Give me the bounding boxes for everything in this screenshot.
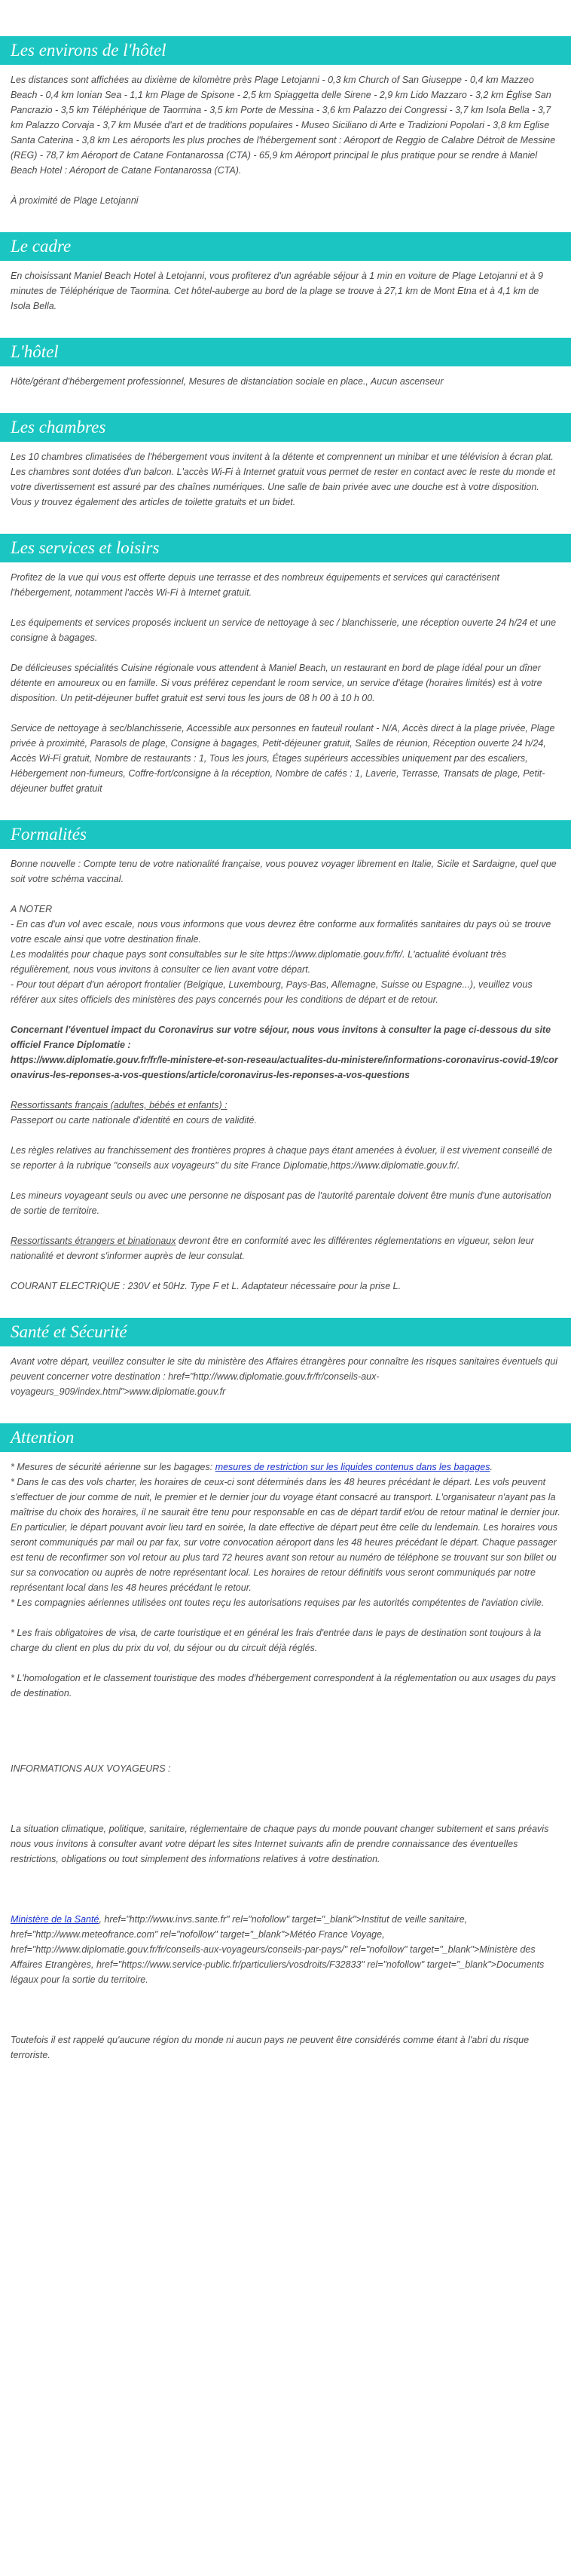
formalites-covid-link[interactable]: https://www.diplomatie.gouv.fr/fr/le-ministere-et-son-reseau/actualites-du-ministere/informations-coronavirus-covid-19/coronavirus-les-reponses-a-vos-questions/article/coronavirus-les-reponses-a-vos-questions bbox=[11, 1055, 558, 1080]
section-title-sante: Santé et Sécurité bbox=[0, 1318, 571, 1346]
sante-text: Avant votre départ, veuillez consulter le site du ministère des Affaires étrangères pour connaître les risques sanitaires éventuels qui peuvent concerner votre destination : href="http://www.diplomatie.gouv.fr/fr/conseils-aux-voyageurs_909/index.html">www.diplomatie.gouv.fr bbox=[11, 1356, 558, 1397]
formalites-french-title: Ressortissants français (adultes, bébés et enfants) : bbox=[11, 1100, 227, 1110]
section-title-environs: Les environs de l'hôtel bbox=[0, 36, 571, 65]
formalites-note-title: A NOTER bbox=[11, 904, 53, 914]
attention-terrorism: Toutefois il est rappelé qu'aucune région du monde ni aucun pays ne peuvent être considérés comme étant à l'abri du risque terroriste. bbox=[11, 2035, 530, 2060]
attention-hours: * Dans le cas des vols charter, les horaires de ceux-ci sont déterminés dans les 48 heures précédant le départ. Les vols peuvent s'effectuer de jour comme de nuit, le premier et le dernier jour du voyage étant consacré au transport. L'organisateur n'ayant pas la maîtrise du choix des horaires, il ne saurait être tenu pour responsable en cas de départ tardif et/ou de retour matinal le dernier jour. En particulier, le départ pouvant avoir lieu tard en soirée, la date effective de départ peut être celle du lendemain. Les horaires vous seront communiqués par mail ou par fax, sur votre convocation aéroport dans les 48 heures précédant le départ. Chaque passager est tenu de reconfirmer son vol retour au plus tard 72 heures avant son retour au numéro de téléphone se trouvant sur son billet ou sur sa convocation ou auprès de notre représentant local. Les horaires de retour définitifs vous seront communiqués par notre représentant local dans les 48 heures précédant le retour. bbox=[11, 1477, 560, 1593]
section-environs bbox=[0, 36, 571, 208]
formalites-note-1: - En cas d'un vol avec escale, nous vous informons que vous devrez être conforme aux formalités sanitaires du pays où se trouve votre escale ainsi que votre destination finale. bbox=[11, 919, 551, 945]
attention-security: * Mesures de sécurité aérienne sur les bagages: mesures de restriction sur les liquides contenus dans les bagages. bbox=[11, 1462, 493, 1472]
formalites-current: COURANT ELECTRIQUE : 230V et 50Hz. Type F et L. Adaptateur nécessaire pour la prise L. bbox=[11, 1281, 402, 1291]
section-sante bbox=[0, 1318, 571, 1399]
attention-fees: * Les frais obligatoires de visa, de carte touristique et en général les frais d'entrée dans le pays de destination sont toujours à la charge du client en plus du prix du vol, du séjour ou du circuit déjà réglés. bbox=[11, 1628, 542, 1653]
formalites-note-3: - Pour tout départ d'un aéroport frontalier (Belgique, Luxembourg, Pays-Bas, Allemagne, Suisse ou Espagne...), veuillez vous référer aux sites officiels des ministères des pays concernés pour les conditions de départ et de retour. bbox=[11, 979, 533, 1005]
section-cadre bbox=[0, 232, 571, 314]
section-title-cadre: Le cadre bbox=[0, 232, 571, 261]
ministry-health-link[interactable]: Ministère de la Santé bbox=[11, 1914, 99, 1925]
formalites-intro: Bonne nouvelle : Compte tenu de votre nationalité française, vous pouvez voyager librement en Italie, Sicile et Sardaigne, quel que soit votre schéma vaccinal. bbox=[11, 859, 557, 884]
formalites-note-2: Les modalités pour chaque pays sont consultables sur le site https://www.diplomatie.gouv.fr/fr/. L'actualité évoluant très régulièrement, nous vous invitons à consulter ce lien avant votre départ. bbox=[11, 949, 507, 975]
hotel-text: Hôte/gérant d'hébergement professionnel, Mesures de distanciation sociale en place., Aucun ascenseur bbox=[11, 376, 444, 387]
section-title-hotel: L'hôtel bbox=[0, 338, 571, 366]
attention-companies: * Les compagnies aériennes utilisées ont toutes reçu les autorisations requises par les autorités compétentes de l'aviation civile. bbox=[11, 1597, 545, 1608]
attention-situation: La situation climatique, politique, sanitaire, réglementaire de chaque pays du monde pouvant changer subitement et sans préavis nous vous invitons à consulter avant votre départ les sites Internet suivants afin de prendre connaissance des éventuelles restrictions, obligations ou tout simplement des informations relatives à votre destination. bbox=[11, 1824, 549, 1864]
attention-homologation: * L'homologation et le classement touristique des modes d'hébergement correspondent à la réglementation ou aux usages du pays de destination. bbox=[11, 1673, 556, 1698]
services-list: Service de nettoyage à sec/blanchisserie, Accessible aux personnes en fauteuil roulant - N/A, Accès direct à la plage privée, Plage privée à proximité, Parasols de plage, Consigne à bagages, Petit-déjeuner gratuit, Salles de réunion, Réception ouverte 24 h/24, Accès Wi-Fi gratuit, Nombre de restaurants : 1, Tous les jours, Étages supérieurs accessibles uniquement par des escaliers, Hébergement non-fumeurs, Coffre-fort/consigne à la réception, Nombre de cafés : 1, Laverie, Terrasse, Transats de plage, Petit-déjeuner buffet gratuit bbox=[11, 723, 555, 794]
environs-text: Les distances sont affichées au dixième de kilomètre près Plage Letojanni - 0,3 km Church of San Giuseppe - 0,4 km Mazzeo Beach - 0,4 km Ionian Sea - 1,1 km Plage de Spisone - 2,5 km Spiaggetta delle Sirene - 2,9 km Lido Mazzaro - 3,2 km Église San Pancrazio - 3,5 km Téléphérique de Taormina - 3,5 km Porte de Messina - 3,6 km Palazzo dei Congressi - 3,7 km Isola Bella - 3,7 km Palazzo Corvaja - 3,7 km Musée d'art et de traditions populaires - Museo Siciliano di Arte e Tradizioni Popolari - 3,8 km Eglise Santa Caterina - 3,8 km Les aéroports les plus proches de l'hébergement sont : Aéroport de Reggio de Calabre Détroit de Messine (REG) - 78,7 km Aéroport de Catane Fontanarossa (CTA) - 65,9 km Aéroport principal le plus pratique pour se rendre à Maniel Beach Hotel : Aéroport de Catane Fontanarossa (CTA). bbox=[11, 75, 556, 176]
section-title-chambres: Les chambres bbox=[0, 413, 571, 442]
formalites-minors: Les mineurs voyageant seuls ou avec une personne ne disposant pas de l'autorité parentale doivent être munis d'une autorisation de sortie de territoire. bbox=[11, 1190, 551, 1216]
formalites-rules: Les règles relatives au franchissement des frontières propres à chaque pays étant amenées à évoluer, il est vivement conseillé de se reporter à la rubrique "conseils aux voyageurs" du site France Diplomatie,https://www.diplomatie.gouv.fr/. bbox=[11, 1145, 553, 1171]
section-title-attention: Attention bbox=[0, 1423, 571, 1452]
section-attention bbox=[0, 1423, 571, 2063]
chambres-text: Les 10 chambres climatisées de l'hébergement vous invitent à la détente et comprennent un minibar et une télévision à écran plat. Les chambres sont dotées d'un balcon. L'accès Wi-Fi à Internet gratuit vous permet de rester en contact avec le reste du monde et votre divertissement est assuré par des chaînes numériques. Une salle de bain privée avec une douche est à votre disposition. Vous y trouvez également des articles de toilette gratuits et un bidet. bbox=[11, 452, 556, 507]
services-restaurant: De délicieuses spécialités Cuisine régionale vous attendent à Maniel Beach, un restaurant en bord de plage idéal pour un dîner détente en amoureux ou en famille. Si vous préférez cependant le room service, un service d'étage (horaires limités) est à votre disposition. Un petit-déjeuner buffet gratuit est servi tous les jours de 08 h 00 à 10 h 00. bbox=[11, 663, 542, 703]
section-services bbox=[0, 534, 571, 796]
formalites-covid: Concernant l'éventuel impact du Coronavirus sur votre séjour, nous vous invitons à consulter la page ci-dessous du site officiel France Diplomatie : bbox=[11, 1025, 551, 1050]
section-formalites bbox=[0, 820, 571, 1294]
environs-proximity: À proximité de Plage Letojanni bbox=[11, 195, 139, 206]
services-intro: Profitez de la vue qui vous est offerte depuis une terrasse et des nombreux équipements et services qui caractérisent l'hébergement, notamment l'accès Wi-Fi à Internet gratuit. bbox=[11, 572, 499, 598]
services-equipment: Les équipements et services proposés incluent un service de nettoyage à sec / blanchisserie, une réception ouverte 24 h/24 et une consigne à bagages. bbox=[11, 617, 557, 643]
section-hotel bbox=[0, 338, 571, 389]
attention-ministries: Ministère de la Santé, href="http://www.invs.sante.fr" rel="nofollow" target="_blank">Institut de veille sanitaire, href="http://www.meteofrance.com" rel="nofollow" target="_blank">Météo France Voyage, href="http://www.diplomatie.gouv.fr/fr/conseils-aux-voyageurs/conseils-par-pays/" rel="nofollow" target="_blank">Ministère des Affaires Etrangères, href="https://www.service-public.fr/particuliers/vosdroits/F32833" rel="nofollow" target="_blank">Documents légaux pour la sortie du territoire. bbox=[11, 1914, 545, 1985]
liquids-restriction-link[interactable]: mesures de restriction sur les liquides contenus dans les bagages bbox=[215, 1462, 490, 1472]
formalites-foreign: Ressortissants étrangers et binationaux devront être en conformité avec les différentes réglementations en vigueur, selon leur nationalité et devront s'informer auprès de leur consulat. bbox=[11, 1236, 534, 1261]
cadre-text: En choisissant Maniel Beach Hotel à Letojanni, vous profiterez d'un agréable séjour à 1 min en voiture de Plage Letojanni et à 9 minutes de Téléphérique de Taormina. Cet hôtel-auberge au bord de la plage se trouve à 27,1 km de Mont Etna et à 4,1 km de Isola Bella. bbox=[11, 271, 543, 311]
section-title-services: Les services et loisirs bbox=[0, 534, 571, 562]
attention-info-title: INFORMATIONS AUX VOYAGEURS : bbox=[11, 1763, 171, 1774]
section-chambres bbox=[0, 413, 571, 510]
formalites-french-text: Passeport ou carte nationale d'identité en cours de validité. bbox=[11, 1115, 257, 1126]
section-title-formalites: Formalités bbox=[0, 820, 571, 849]
